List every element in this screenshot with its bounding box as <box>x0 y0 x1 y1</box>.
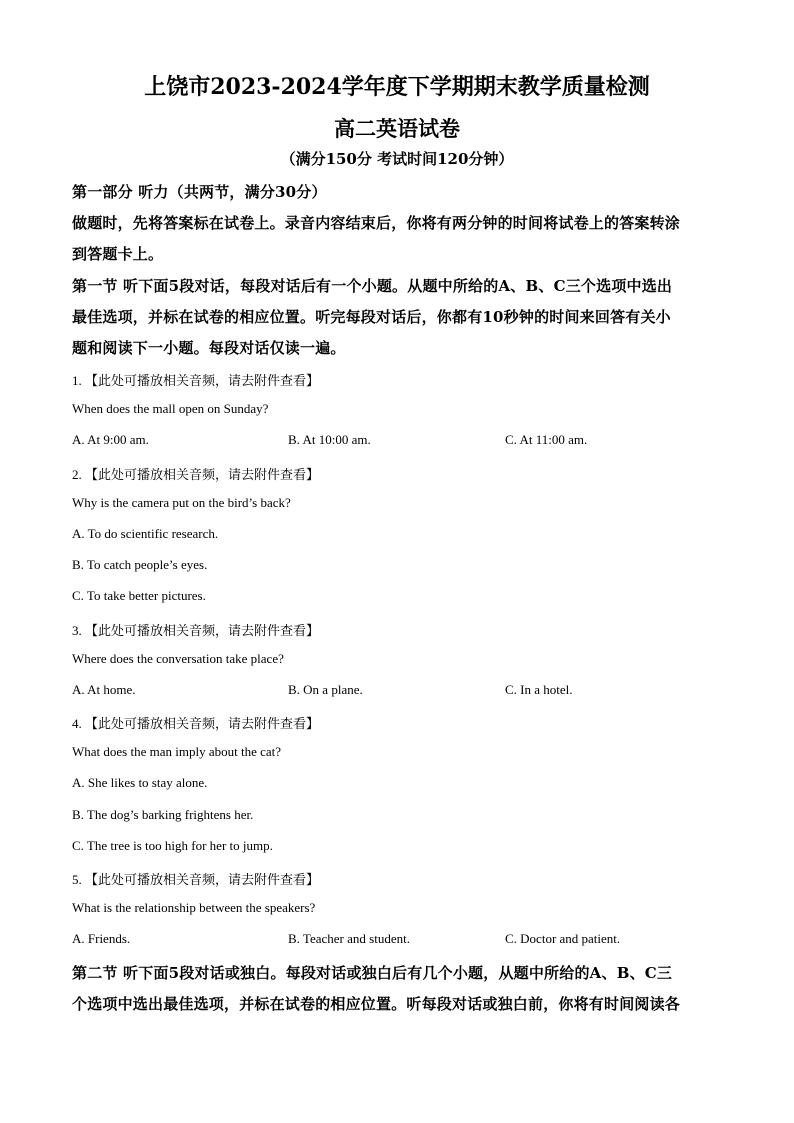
q1-option-a: A. At 9:00 am. <box>72 432 149 447</box>
q2-audio-placeholder[interactable]: 2. 【此处可播放相关音频，请去附件查看】 <box>72 467 320 482</box>
q1-option-c: C. At 11:00 am. <box>505 432 588 447</box>
q5-option-c: C. Doctor and patient. <box>505 931 621 946</box>
q1-audio-placeholder[interactable]: 1. 【此处可播放相关音频，请去附件查看】 <box>72 373 320 388</box>
q1-question: When does the mall open on Sunday? <box>72 401 269 416</box>
section2-instruction-line2: 个选项中选出最佳选项，并标在试卷的相应位置。听每段对话或独白前，你将有时间阅读各 <box>72 995 681 1013</box>
q4-option-c: C. The tree is too high for her to jump. <box>72 838 273 853</box>
q3-question: Where does the conversation take place? <box>72 651 284 666</box>
q4-question: What does the man imply about the cat? <box>72 744 282 759</box>
q5-audio-placeholder[interactable]: 5. 【此处可播放相关音频，请去附件查看】 <box>72 872 320 887</box>
q3-audio-placeholder[interactable]: 3. 【此处可播放相关音频，请去附件查看】 <box>72 623 320 638</box>
q3-option-c: C. In a hotel. <box>505 682 573 697</box>
exam-note: （满分150分 考试时间120分钟） <box>280 150 514 168</box>
q4-option-b: B. The dog’s barking frightens her. <box>72 807 254 822</box>
part1-instruction-line1: 做题时，先将答案标在试卷上。录音内容结束后，你将有两分钟的时间将试卷上的答案转涂 <box>72 214 681 232</box>
q4-option-a: A. She likes to stay alone. <box>72 775 208 790</box>
q1-option-b: B. At 10:00 am. <box>288 432 371 447</box>
q5-option-a: A. Friends. <box>72 931 131 946</box>
q4-audio-placeholder[interactable]: 4. 【此处可播放相关音频，请去附件查看】 <box>72 716 320 731</box>
part1-heading: 第一部分 听力（共两节，满分30分） <box>72 183 327 201</box>
exam-subtitle: 高二英语试卷 <box>334 116 460 141</box>
q3-option-b: B. On a plane. <box>288 682 363 697</box>
section2-instruction-line1: 第二节 听下面5段对话或独白。每段对话或独白后有几个小题，从题中所给的A、B、C三 <box>72 964 673 982</box>
q2-option-c: C. To take better pictures. <box>72 588 206 603</box>
exam-title: 上饶市2023-2024学年度下学期期末教学质量检测 <box>144 74 650 100</box>
part1-instruction-line2: 到答题卡上。 <box>72 245 164 263</box>
q5-question: What is the relationship between the speakers? <box>72 900 316 915</box>
section1-instruction-line3: 题和阅读下一小题。每段对话仅读一遍。 <box>72 339 346 357</box>
q2-question: Why is the camera put on the bird’s back? <box>72 495 291 510</box>
q5-option-b: B. Teacher and student. <box>288 931 410 946</box>
q2-option-a: A. To do scientific research. <box>72 526 219 541</box>
section1-instruction-line2: 最佳选项，并标在试卷的相应位置。听完每段对话后，你都有10秒钟的时间来回答有关小 <box>72 308 671 326</box>
q3-option-a: A. At home. <box>72 682 136 697</box>
q2-option-b: B. To catch people’s eyes. <box>72 557 208 572</box>
section1-instruction-line1: 第一节 听下面5段对话，每段对话后有一个小题。从题中所给的A、B、C三个选项中选出 <box>72 277 673 295</box>
